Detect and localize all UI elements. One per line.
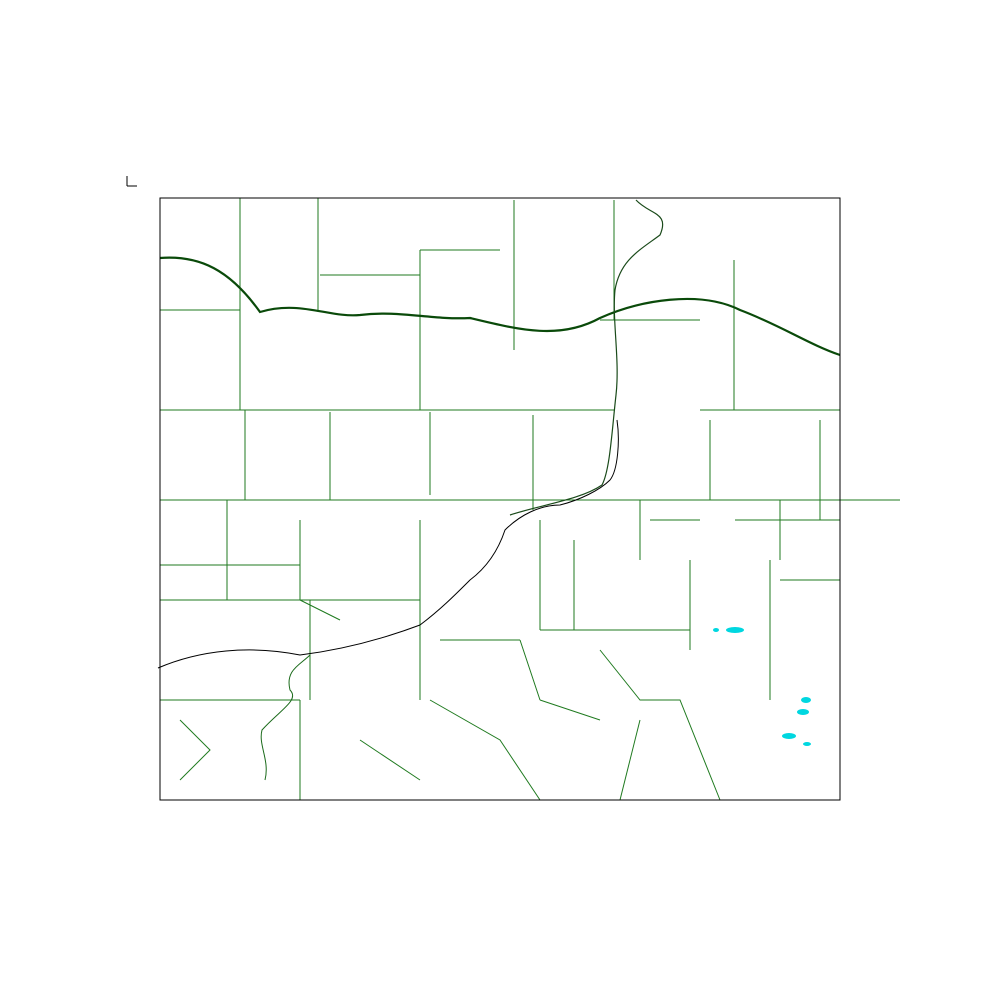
plot-frame xyxy=(160,198,840,800)
county-boundaries xyxy=(160,198,900,800)
reflectivity-echoes xyxy=(713,627,811,746)
vector-scale-key xyxy=(127,176,137,186)
